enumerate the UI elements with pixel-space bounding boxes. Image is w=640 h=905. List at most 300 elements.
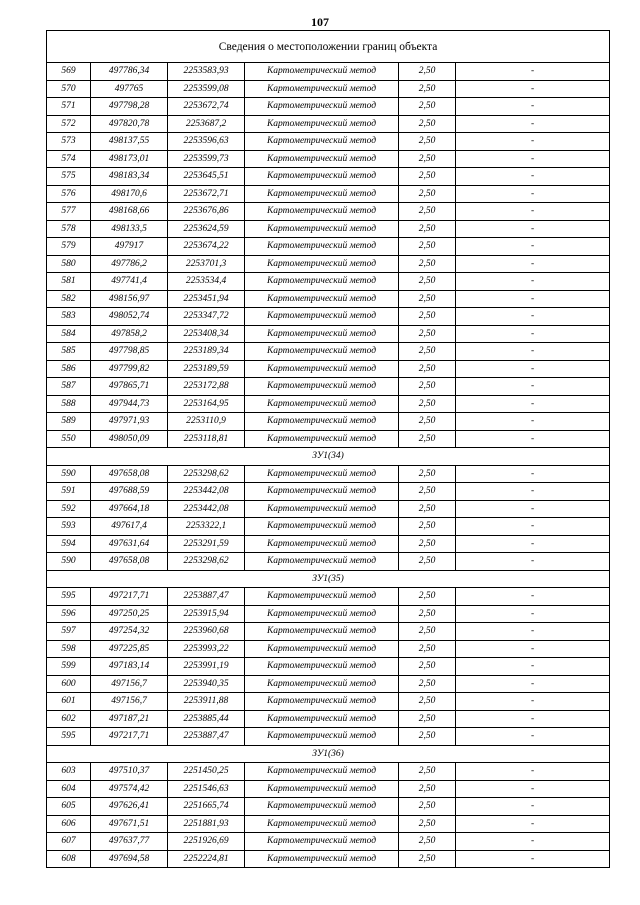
description-cell: - — [456, 430, 610, 448]
accuracy-cell: 2,50 — [399, 185, 456, 203]
y-coordinate-cell: 2251546,63 — [168, 780, 245, 798]
x-coordinate-cell: 497671,51 — [91, 815, 168, 833]
accuracy-cell: 2,50 — [399, 850, 456, 868]
description-cell: - — [456, 115, 610, 133]
point-number-cell: 550 — [47, 430, 91, 448]
point-number-cell: 581 — [47, 273, 91, 291]
method-cell: Картометрический метод — [245, 255, 399, 273]
point-number-cell: 588 — [47, 395, 91, 413]
y-coordinate-cell: 2253887,47 — [168, 588, 245, 606]
method-cell: Картометрический метод — [245, 343, 399, 361]
description-cell: - — [456, 465, 610, 483]
x-coordinate-cell: 497944,73 — [91, 395, 168, 413]
method-cell: Картометрический метод — [245, 220, 399, 238]
table-row — [47, 185, 610, 203]
point-number-cell: 574 — [47, 150, 91, 168]
y-coordinate-cell: 2253408,34 — [168, 325, 245, 343]
accuracy-cell: 2,50 — [399, 413, 456, 431]
accuracy-cell: 2,50 — [399, 220, 456, 238]
table-row — [47, 728, 610, 746]
method-cell: Картометрический метод — [245, 710, 399, 728]
x-coordinate-cell: 497786,2 — [91, 255, 168, 273]
point-number-cell: 576 — [47, 185, 91, 203]
point-number-cell: 601 — [47, 693, 91, 711]
table-row — [47, 378, 610, 396]
x-coordinate-cell: 497658,08 — [91, 553, 168, 571]
table-row — [47, 675, 610, 693]
point-number-cell: 599 — [47, 658, 91, 676]
x-coordinate-cell: 497637,77 — [91, 833, 168, 851]
x-coordinate-cell: 497688,59 — [91, 483, 168, 501]
accuracy-cell: 2,50 — [399, 500, 456, 518]
section-label-row — [47, 448, 610, 466]
description-cell: - — [456, 133, 610, 151]
description-cell: - — [456, 238, 610, 256]
y-coordinate-cell: 2253687,2 — [168, 115, 245, 133]
table-row — [47, 360, 610, 378]
x-coordinate-cell: 497765 — [91, 80, 168, 98]
point-number-cell: 569 — [47, 63, 91, 81]
accuracy-cell: 2,50 — [399, 115, 456, 133]
method-cell: Картометрический метод — [245, 203, 399, 221]
x-coordinate-cell: 497156,7 — [91, 693, 168, 711]
point-number-cell: 590 — [47, 465, 91, 483]
point-number-cell: 600 — [47, 675, 91, 693]
description-cell: - — [456, 290, 610, 308]
accuracy-cell: 2,50 — [399, 553, 456, 571]
y-coordinate-cell: 2253940,35 — [168, 675, 245, 693]
accuracy-cell: 2,50 — [399, 815, 456, 833]
table-row — [47, 63, 610, 81]
method-cell: Картометрический метод — [245, 815, 399, 833]
table-header-row — [47, 31, 610, 63]
accuracy-cell: 2,50 — [399, 833, 456, 851]
method-cell: Картометрический метод — [245, 850, 399, 868]
accuracy-cell: 2,50 — [399, 675, 456, 693]
point-number-cell: 591 — [47, 483, 91, 501]
table-row — [47, 640, 610, 658]
x-coordinate-cell: 497574,42 — [91, 780, 168, 798]
table-row — [47, 98, 610, 116]
y-coordinate-cell: 2253172,88 — [168, 378, 245, 396]
description-cell: - — [456, 588, 610, 606]
description-cell: - — [456, 798, 610, 816]
description-cell: - — [456, 360, 610, 378]
x-coordinate-cell: 498156,97 — [91, 290, 168, 308]
accuracy-cell: 2,50 — [399, 658, 456, 676]
x-coordinate-cell: 497225,85 — [91, 640, 168, 658]
x-coordinate-cell: 497798,85 — [91, 343, 168, 361]
method-cell: Картометрический метод — [245, 150, 399, 168]
description-cell: - — [456, 203, 610, 221]
method-cell: Картометрический метод — [245, 238, 399, 256]
description-cell: - — [456, 500, 610, 518]
y-coordinate-cell: 2251926,69 — [168, 833, 245, 851]
y-coordinate-cell: 2253645,51 — [168, 168, 245, 186]
y-coordinate-cell: 2253189,34 — [168, 343, 245, 361]
method-cell: Картометрический метод — [245, 133, 399, 151]
y-coordinate-cell: 2253915,94 — [168, 605, 245, 623]
table-row — [47, 80, 610, 98]
table-row — [47, 518, 610, 536]
accuracy-cell: 2,50 — [399, 535, 456, 553]
point-number-cell: 602 — [47, 710, 91, 728]
point-number-cell: 585 — [47, 343, 91, 361]
description-cell: - — [456, 395, 610, 413]
accuracy-cell: 2,50 — [399, 203, 456, 221]
table-row — [47, 780, 610, 798]
method-cell: Картометрический метод — [245, 413, 399, 431]
y-coordinate-cell: 2253442,08 — [168, 500, 245, 518]
table-row — [47, 465, 610, 483]
y-coordinate-cell: 2253676,86 — [168, 203, 245, 221]
table-row — [47, 220, 610, 238]
description-cell: - — [456, 640, 610, 658]
y-coordinate-cell: 2253451,94 — [168, 290, 245, 308]
point-number-cell: 605 — [47, 798, 91, 816]
table-row — [47, 588, 610, 606]
x-coordinate-cell: 498168,66 — [91, 203, 168, 221]
point-number-cell: 595 — [47, 588, 91, 606]
method-cell: Картометрический метод — [245, 378, 399, 396]
description-cell: - — [456, 255, 610, 273]
accuracy-cell: 2,50 — [399, 308, 456, 326]
description-cell: - — [456, 168, 610, 186]
x-coordinate-cell: 497664,18 — [91, 500, 168, 518]
method-cell: Картометрический метод — [245, 518, 399, 536]
table-row — [47, 710, 610, 728]
method-cell: Картометрический метод — [245, 80, 399, 98]
point-number-cell: 598 — [47, 640, 91, 658]
table-row — [47, 203, 610, 221]
point-number-cell: 580 — [47, 255, 91, 273]
method-cell: Картометрический метод — [245, 675, 399, 693]
method-cell: Картометрический метод — [245, 465, 399, 483]
point-number-cell: 578 — [47, 220, 91, 238]
x-coordinate-cell: 498183,34 — [91, 168, 168, 186]
y-coordinate-cell: 2253993,22 — [168, 640, 245, 658]
accuracy-cell: 2,50 — [399, 80, 456, 98]
description-cell: - — [456, 535, 610, 553]
y-coordinate-cell: 2251450,25 — [168, 763, 245, 781]
method-cell: Картометрический метод — [245, 185, 399, 203]
x-coordinate-cell: 497631,64 — [91, 535, 168, 553]
point-number-cell: 570 — [47, 80, 91, 98]
description-cell: - — [456, 710, 610, 728]
point-number-cell: 583 — [47, 308, 91, 326]
point-number-cell: 579 — [47, 238, 91, 256]
x-coordinate-cell: 497858,2 — [91, 325, 168, 343]
table-row — [47, 693, 610, 711]
y-coordinate-cell: 2253672,74 — [168, 98, 245, 116]
accuracy-cell: 2,50 — [399, 63, 456, 81]
x-coordinate-cell: 497156,7 — [91, 675, 168, 693]
y-coordinate-cell: 2253164,95 — [168, 395, 245, 413]
table-row — [47, 325, 610, 343]
accuracy-cell: 2,50 — [399, 710, 456, 728]
y-coordinate-cell: 2253442,08 — [168, 483, 245, 501]
y-coordinate-cell: 2253298,62 — [168, 465, 245, 483]
method-cell: Картометрический метод — [245, 500, 399, 518]
x-coordinate-cell: 497254,32 — [91, 623, 168, 641]
accuracy-cell: 2,50 — [399, 343, 456, 361]
accuracy-cell: 2,50 — [399, 133, 456, 151]
x-coordinate-cell: 497971,93 — [91, 413, 168, 431]
method-cell: Картометрический метод — [245, 63, 399, 81]
y-coordinate-cell: 2253322,1 — [168, 518, 245, 536]
point-number-cell: 572 — [47, 115, 91, 133]
x-coordinate-cell: 497617,4 — [91, 518, 168, 536]
accuracy-cell: 2,50 — [399, 605, 456, 623]
description-cell: - — [456, 185, 610, 203]
y-coordinate-cell: 2253672,71 — [168, 185, 245, 203]
y-coordinate-cell: 2253991,19 — [168, 658, 245, 676]
point-number-cell: 573 — [47, 133, 91, 151]
method-cell: Картометрический метод — [245, 763, 399, 781]
point-number-cell: 571 — [47, 98, 91, 116]
x-coordinate-cell: 497250,25 — [91, 605, 168, 623]
description-cell: - — [456, 150, 610, 168]
method-cell: Картометрический метод — [245, 658, 399, 676]
accuracy-cell: 2,50 — [399, 588, 456, 606]
description-cell: - — [456, 308, 610, 326]
accuracy-cell: 2,50 — [399, 98, 456, 116]
table-row — [47, 553, 610, 571]
accuracy-cell: 2,50 — [399, 430, 456, 448]
y-coordinate-cell: 2253960,68 — [168, 623, 245, 641]
table-row — [47, 763, 610, 781]
method-cell: Картометрический метод — [245, 430, 399, 448]
method-cell: Картометрический метод — [245, 780, 399, 798]
x-coordinate-cell: 498050,09 — [91, 430, 168, 448]
y-coordinate-cell: 2253596,63 — [168, 133, 245, 151]
y-coordinate-cell: 2251881,93 — [168, 815, 245, 833]
table-row — [47, 535, 610, 553]
table-row — [47, 798, 610, 816]
y-coordinate-cell: 2251665,74 — [168, 798, 245, 816]
method-cell: Картометрический метод — [245, 273, 399, 291]
x-coordinate-cell: 497217,71 — [91, 588, 168, 606]
x-coordinate-cell: 497820,78 — [91, 115, 168, 133]
description-cell: - — [456, 815, 610, 833]
accuracy-cell: 2,50 — [399, 290, 456, 308]
description-cell: - — [456, 413, 610, 431]
table-row — [47, 483, 610, 501]
y-coordinate-cell: 2253701,3 — [168, 255, 245, 273]
method-cell: Картометрический метод — [245, 588, 399, 606]
table-row — [47, 255, 610, 273]
table-row — [47, 623, 610, 641]
method-cell: Картометрический метод — [245, 168, 399, 186]
point-number-cell: 575 — [47, 168, 91, 186]
accuracy-cell: 2,50 — [399, 395, 456, 413]
description-cell: - — [456, 728, 610, 746]
point-number-cell: 607 — [47, 833, 91, 851]
y-coordinate-cell: 2253674,22 — [168, 238, 245, 256]
method-cell: Картометрический метод — [245, 833, 399, 851]
method-cell: Картометрический метод — [245, 325, 399, 343]
section-label-row — [47, 570, 610, 588]
table-row — [47, 168, 610, 186]
y-coordinate-cell: 2253347,72 — [168, 308, 245, 326]
x-coordinate-cell: 498133,5 — [91, 220, 168, 238]
y-coordinate-cell: 2253583,93 — [168, 63, 245, 81]
description-cell: - — [456, 850, 610, 868]
y-coordinate-cell: 2253887,47 — [168, 728, 245, 746]
x-coordinate-cell: 497741,4 — [91, 273, 168, 291]
method-cell: Картометрический метод — [245, 605, 399, 623]
x-coordinate-cell: 497799,82 — [91, 360, 168, 378]
table-row — [47, 238, 610, 256]
x-coordinate-cell: 497786,34 — [91, 63, 168, 81]
table-row — [47, 413, 610, 431]
accuracy-cell: 2,50 — [399, 325, 456, 343]
table-row — [47, 395, 610, 413]
table-row — [47, 658, 610, 676]
method-cell: Картометрический метод — [245, 640, 399, 658]
point-number-cell: 577 — [47, 203, 91, 221]
x-coordinate-cell: 497658,08 — [91, 465, 168, 483]
accuracy-cell: 2,50 — [399, 693, 456, 711]
accuracy-cell: 2,50 — [399, 168, 456, 186]
point-number-cell: 592 — [47, 500, 91, 518]
x-coordinate-cell: 497694,58 — [91, 850, 168, 868]
accuracy-cell: 2,50 — [399, 640, 456, 658]
point-number-cell: 586 — [47, 360, 91, 378]
description-cell: - — [456, 605, 610, 623]
x-coordinate-cell: 497217,71 — [91, 728, 168, 746]
method-cell: Картометрический метод — [245, 395, 399, 413]
y-coordinate-cell: 2253599,08 — [168, 80, 245, 98]
accuracy-cell: 2,50 — [399, 360, 456, 378]
point-number-cell: 593 — [47, 518, 91, 536]
description-cell: - — [456, 553, 610, 571]
x-coordinate-cell: 497865,71 — [91, 378, 168, 396]
point-number-cell: 587 — [47, 378, 91, 396]
accuracy-cell: 2,50 — [399, 763, 456, 781]
description-cell: - — [456, 220, 610, 238]
y-coordinate-cell: 2252224,81 — [168, 850, 245, 868]
accuracy-cell: 2,50 — [399, 273, 456, 291]
y-coordinate-cell: 2253885,44 — [168, 710, 245, 728]
x-coordinate-cell: 497187,21 — [91, 710, 168, 728]
y-coordinate-cell: 2253624,59 — [168, 220, 245, 238]
x-coordinate-cell: 498137,55 — [91, 133, 168, 151]
x-coordinate-cell: 497917 — [91, 238, 168, 256]
point-number-cell: 603 — [47, 763, 91, 781]
x-coordinate-cell: 497626,41 — [91, 798, 168, 816]
y-coordinate-cell: 2253599,73 — [168, 150, 245, 168]
accuracy-cell: 2,50 — [399, 728, 456, 746]
accuracy-cell: 2,50 — [399, 483, 456, 501]
table-row — [47, 850, 610, 868]
table-title: Сведения о местоположении границ объекта — [47, 31, 610, 63]
x-coordinate-cell: 498173,01 — [91, 150, 168, 168]
point-number-cell: 608 — [47, 850, 91, 868]
x-coordinate-cell: 498052,74 — [91, 308, 168, 326]
method-cell: Картометрический метод — [245, 290, 399, 308]
method-cell: Картометрический метод — [245, 553, 399, 571]
description-cell: - — [456, 325, 610, 343]
description-cell: - — [456, 518, 610, 536]
accuracy-cell: 2,50 — [399, 255, 456, 273]
description-cell: - — [456, 833, 610, 851]
description-cell: - — [456, 658, 610, 676]
y-coordinate-cell: 2253118,81 — [168, 430, 245, 448]
description-cell: - — [456, 780, 610, 798]
point-number-cell: 597 — [47, 623, 91, 641]
description-cell: - — [456, 80, 610, 98]
table-row — [47, 815, 610, 833]
x-coordinate-cell: 497183,14 — [91, 658, 168, 676]
method-cell: Картометрический метод — [245, 308, 399, 326]
description-cell: - — [456, 623, 610, 641]
section-label-row — [47, 745, 610, 763]
accuracy-cell: 2,50 — [399, 780, 456, 798]
y-coordinate-cell: 2253534,4 — [168, 273, 245, 291]
x-coordinate-cell: 498170,6 — [91, 185, 168, 203]
description-cell: - — [456, 693, 610, 711]
method-cell: Картометрический метод — [245, 483, 399, 501]
description-cell: - — [456, 378, 610, 396]
point-number-cell: 604 — [47, 780, 91, 798]
table-row — [47, 308, 610, 326]
boundary-table-container — [46, 30, 609, 868]
description-cell: - — [456, 63, 610, 81]
table-row — [47, 115, 610, 133]
description-cell: - — [456, 763, 610, 781]
point-number-cell: 594 — [47, 535, 91, 553]
y-coordinate-cell: 2253189,59 — [168, 360, 245, 378]
section-label: ЗУ1(35) — [47, 570, 610, 588]
y-coordinate-cell: 2253291,59 — [168, 535, 245, 553]
method-cell: Картометрический метод — [245, 98, 399, 116]
point-number-cell: 596 — [47, 605, 91, 623]
x-coordinate-cell: 497798,28 — [91, 98, 168, 116]
table-row — [47, 343, 610, 361]
table-row — [47, 605, 610, 623]
y-coordinate-cell: 2253298,62 — [168, 553, 245, 571]
accuracy-cell: 2,50 — [399, 238, 456, 256]
point-number-cell: 595 — [47, 728, 91, 746]
accuracy-cell: 2,50 — [399, 798, 456, 816]
method-cell: Картометрический метод — [245, 798, 399, 816]
table-row — [47, 290, 610, 308]
method-cell: Картометрический метод — [245, 623, 399, 641]
description-cell: - — [456, 675, 610, 693]
method-cell: Картометрический метод — [245, 535, 399, 553]
y-coordinate-cell: 2253911,88 — [168, 693, 245, 711]
accuracy-cell: 2,50 — [399, 465, 456, 483]
table-row — [47, 150, 610, 168]
y-coordinate-cell: 2253110,9 — [168, 413, 245, 431]
page-number: 107 — [311, 15, 329, 29]
description-cell: - — [456, 343, 610, 361]
method-cell: Картометрический метод — [245, 728, 399, 746]
accuracy-cell: 2,50 — [399, 378, 456, 396]
accuracy-cell: 2,50 — [399, 623, 456, 641]
x-coordinate-cell: 497510,37 — [91, 763, 168, 781]
table-row — [47, 273, 610, 291]
table-row — [47, 430, 610, 448]
point-number-cell: 589 — [47, 413, 91, 431]
method-cell: Картометрический метод — [245, 693, 399, 711]
boundary-table-body — [47, 31, 610, 868]
table-row — [47, 133, 610, 151]
section-label: ЗУ1(34) — [47, 448, 610, 466]
point-number-cell: 606 — [47, 815, 91, 833]
method-cell: Картометрический метод — [245, 115, 399, 133]
